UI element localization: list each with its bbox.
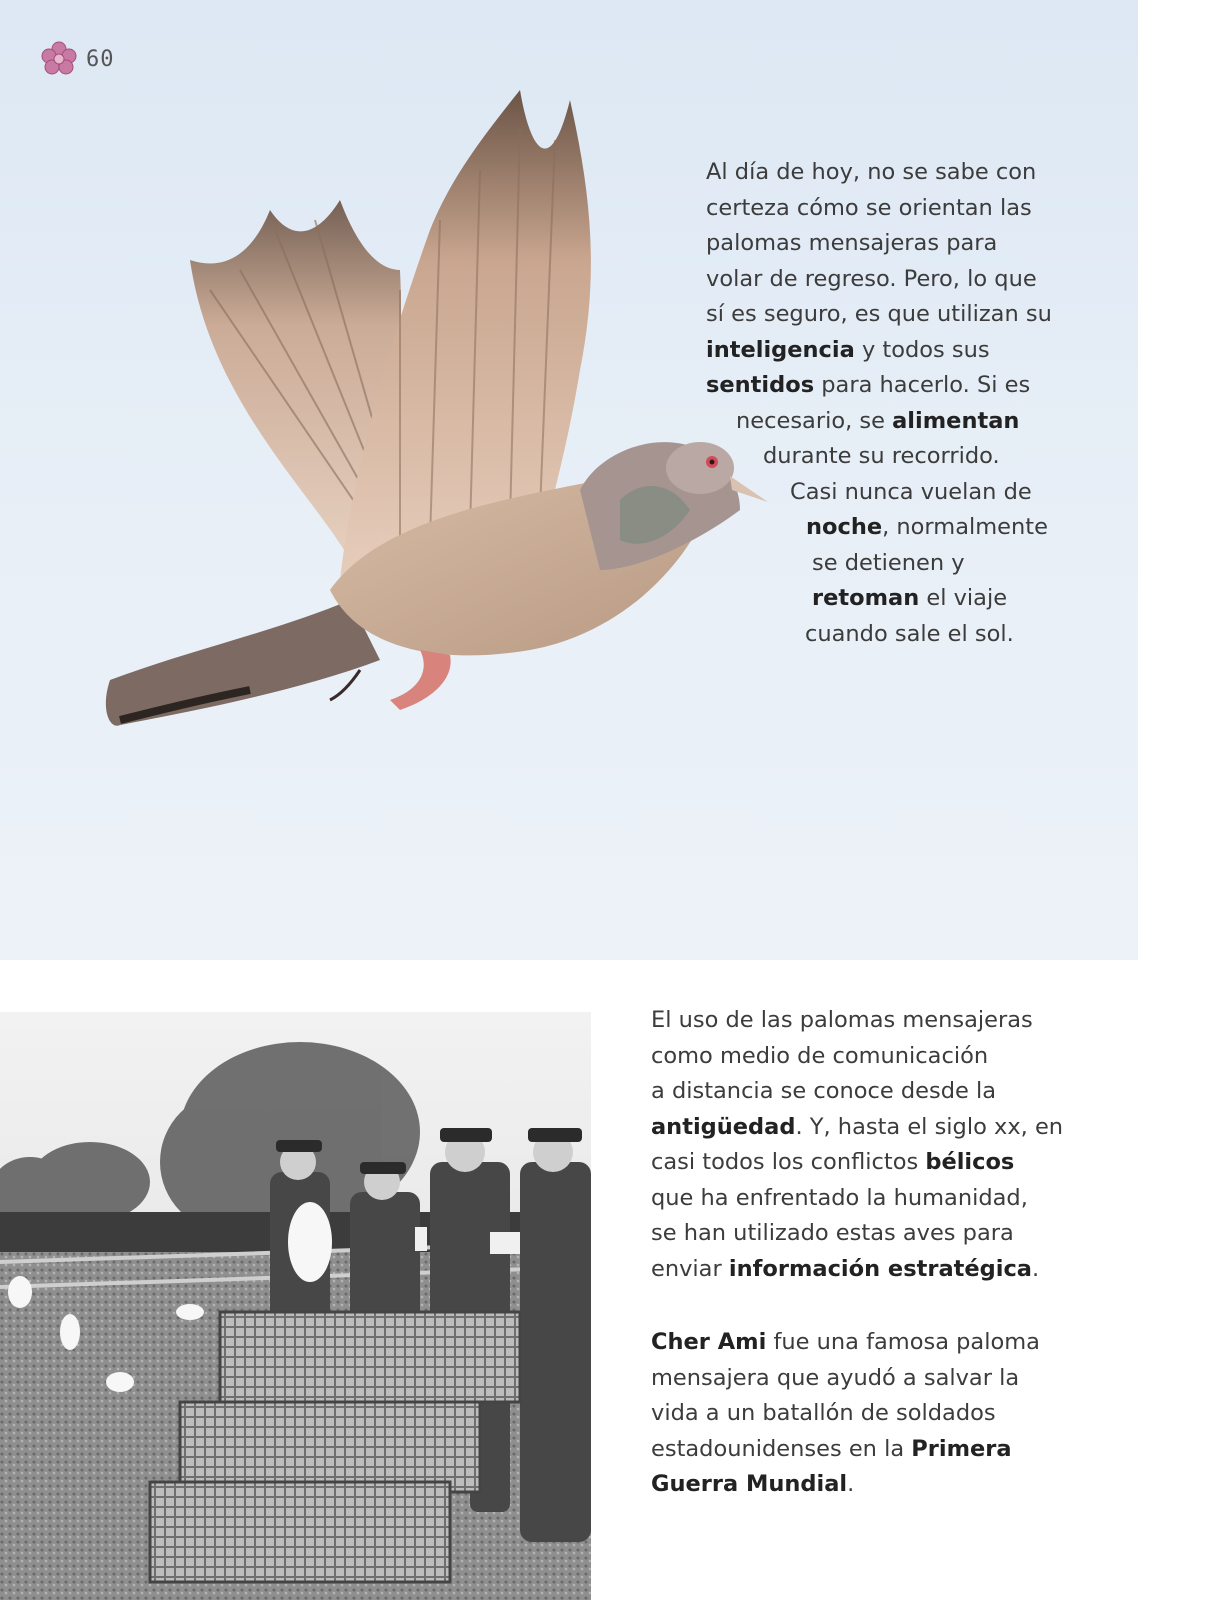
text-run: volar de regreso. Pero, lo que — [706, 265, 1037, 292]
text-line — [651, 1074, 1063, 1110]
emphasis-text: antigüedad — [651, 1113, 796, 1140]
text-line — [651, 1110, 1063, 1146]
text-run: como medio de comunicación — [651, 1042, 989, 1069]
text-run: cuando sale el sol. — [805, 620, 1014, 647]
text-line — [790, 475, 1032, 511]
text-run: necesario, se — [736, 407, 893, 434]
text-line — [806, 510, 1048, 546]
emphasis-text: bélicos — [925, 1149, 1015, 1175]
text-line — [651, 1003, 1063, 1039]
emphasis-text: sentidos — [706, 372, 815, 398]
text-run: y todos sus — [854, 336, 990, 363]
emphasis-text: inteligencia — [706, 336, 855, 363]
emphasis-text: Primera — [911, 1435, 1012, 1462]
text-run: certeza cómo se orientan las — [706, 194, 1032, 221]
emphasis-text: Cher Ami — [651, 1329, 767, 1355]
text-line — [706, 226, 997, 262]
text-line — [736, 404, 1019, 440]
text-run: sí es seguro, es que utilizan su — [706, 301, 1052, 327]
text-run: mensajera que ayudó a salvar la — [651, 1364, 1020, 1391]
text-run: . Y, hasta el siglo xx, en — [795, 1113, 1064, 1140]
text-block-cher-ami — [651, 1325, 1040, 1503]
text-line — [651, 1181, 1063, 1217]
text-run: durante su recorrido. — [763, 443, 1000, 469]
text-line — [706, 368, 1030, 404]
page-number: 60 — [86, 46, 115, 72]
emphasis-text: alimentan — [892, 407, 1020, 434]
text-run: a distancia se conoce desde la — [651, 1078, 997, 1104]
text-run: enviar — [651, 1255, 729, 1282]
text-line — [651, 1396, 1040, 1432]
text-line — [706, 262, 1037, 298]
text-line — [805, 617, 1014, 653]
flower-icon — [40, 40, 78, 78]
text-line — [706, 333, 990, 369]
text-run: El uso de las palomas mensajeras — [651, 1007, 1033, 1033]
text-line — [651, 1432, 1040, 1468]
text-run: palomas mensajeras para — [706, 230, 998, 256]
text-run: que ha enfrentado la humanidad, — [651, 1184, 1028, 1211]
text-run: vida a un batallón de soldados — [651, 1400, 996, 1426]
text-line — [706, 191, 1032, 227]
text-line — [651, 1216, 1063, 1252]
text-block-history — [651, 1003, 1063, 1287]
text-run: fue una famosa paloma — [766, 1329, 1040, 1355]
text-line — [812, 546, 965, 582]
text-line — [651, 1252, 1063, 1288]
text-run: el viaje — [919, 585, 1008, 611]
text-run: se han utilizado estas aves para — [651, 1220, 1014, 1246]
text-run: , normalmente — [882, 514, 1048, 540]
text-line — [763, 439, 1000, 475]
text-run: Casi nunca vuelan de — [790, 478, 1032, 505]
text-run: . — [1031, 1255, 1040, 1282]
text-line — [651, 1145, 1063, 1181]
text-run: Al día de hoy, no se sabe con — [706, 159, 1037, 185]
soldiers-with-pigeon-cages-photo — [0, 1012, 591, 1600]
text-line — [651, 1467, 1040, 1503]
text-run: para hacerlo. Si es — [814, 372, 1031, 398]
emphasis-text: noche — [806, 514, 883, 540]
emphasis-text: información estratégica — [728, 1255, 1032, 1282]
text-line — [706, 155, 1036, 191]
text-line — [706, 297, 1052, 333]
text-run: se detienen y — [812, 549, 965, 576]
text-run: . — [847, 1471, 855, 1497]
emphasis-text: Guerra Mundial — [651, 1471, 848, 1497]
emphasis-text: retoman — [812, 585, 920, 611]
text-line — [651, 1039, 1063, 1075]
text-line — [812, 581, 1007, 617]
text-line — [651, 1361, 1040, 1397]
text-block-orientation — [0, 155, 1214, 655]
text-run: casi todos los conflictos — [651, 1149, 926, 1175]
text-line — [651, 1325, 1040, 1361]
text-run: estadounidenses en la — [651, 1435, 912, 1462]
